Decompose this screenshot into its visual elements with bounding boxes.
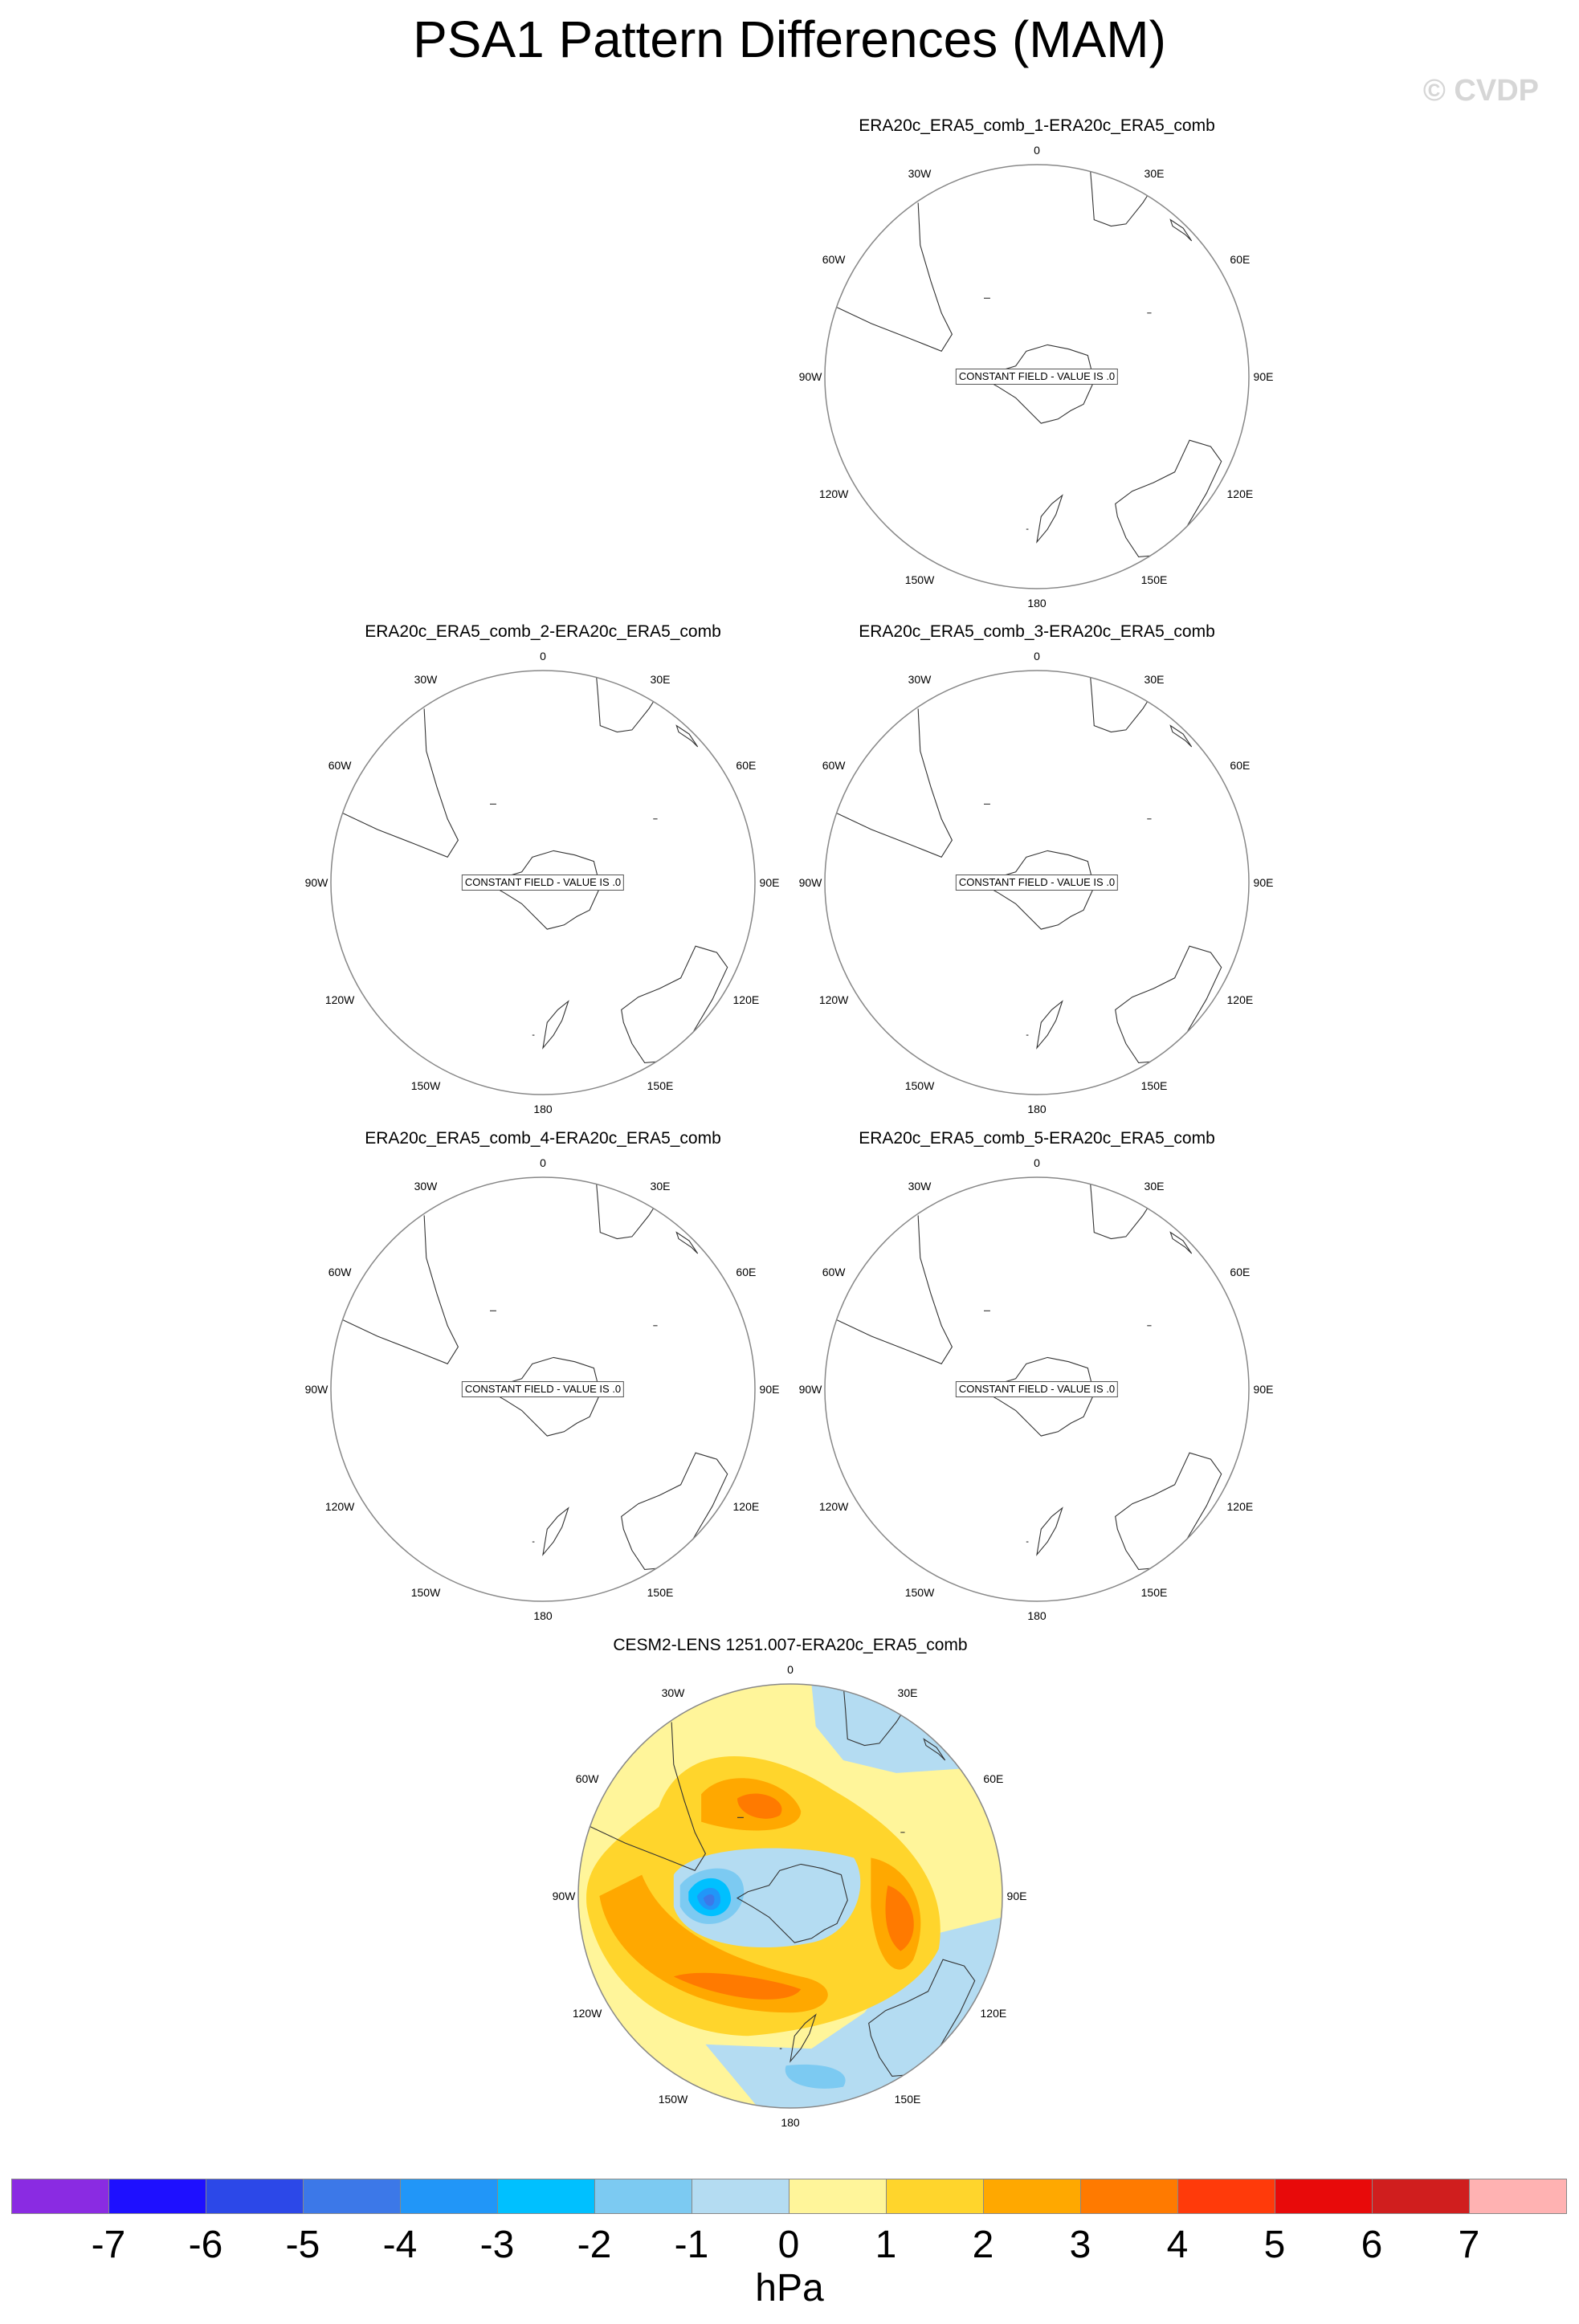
longitude-label: 150E <box>647 1078 674 1092</box>
panel-title-4: ERA20c_ERA5_comb_4-ERA20c_ERA5_comb <box>365 1129 721 1148</box>
longitude-label: 90E <box>759 876 780 889</box>
longitude-label: 60E <box>1230 1266 1251 1278</box>
longitude-label: 60W <box>822 1266 846 1278</box>
colorbar-cell <box>1080 2179 1178 2214</box>
colorbar-tick-label: -7 <box>91 2224 126 2266</box>
coastline-5 <box>543 1508 569 1555</box>
coastline-3 <box>1170 220 1191 241</box>
cvdp-watermark: © CVDP <box>1422 74 1539 108</box>
longitude-label: 0 <box>540 1156 546 1169</box>
colorbar-tick-label: 4 <box>1166 2224 1189 2266</box>
longitude-label: 90E <box>759 1383 780 1396</box>
longitude-label: 60E <box>983 1772 1004 1785</box>
coastline-5 <box>543 1001 569 1048</box>
colorbar-tick-label: -4 <box>382 2224 418 2266</box>
longitude-label: 120W <box>572 2007 602 2020</box>
longitude-label: 30E <box>897 1686 918 1700</box>
coastline-3 <box>1170 1233 1191 1254</box>
longitude-label: 120E <box>732 993 760 1006</box>
coastline-3 <box>676 1233 697 1254</box>
coastline-5 <box>1037 1508 1063 1555</box>
longitude-label: 150E <box>1140 1078 1168 1092</box>
longitude-label: 150E <box>647 1585 674 1599</box>
panel-title-6: CESM2-LENS 1251.007-ERA20c_ERA5_comb <box>613 1636 968 1654</box>
longitude-label: 60E <box>736 1266 757 1278</box>
coastline-1 <box>835 203 952 352</box>
coastline-1 <box>835 709 952 858</box>
longitude-label: 90W <box>798 876 822 889</box>
longitude-label: 120E <box>980 2007 1007 2020</box>
longitude-label: 0 <box>1034 1156 1040 1169</box>
colorbar-cell <box>1275 2179 1373 2214</box>
colorbar-tick-label: -3 <box>479 2224 515 2266</box>
colorbar-cell <box>789 2179 887 2214</box>
longitude-label: 30W <box>908 167 932 181</box>
colorbar-units: hPa <box>755 2267 824 2310</box>
longitude-label: 120W <box>818 993 849 1006</box>
longitude-label: 150W <box>904 573 935 586</box>
longitude-label: 30E <box>1144 167 1165 181</box>
polar-map-6 <box>577 1682 1004 2110</box>
coastline-3 <box>1170 726 1191 747</box>
longitude-label: 60E <box>1230 759 1251 772</box>
longitude-label: 150W <box>410 1078 441 1092</box>
panel-title-2: ERA20c_ERA5_comb_2-ERA20c_ERA5_comb <box>365 622 721 641</box>
colorbar-tick-label: 5 <box>1263 2224 1286 2266</box>
longitude-label: 0 <box>787 1663 794 1676</box>
colorbar-cell <box>594 2179 692 2214</box>
longitude-label: 120E <box>1226 1500 1254 1513</box>
colorbar-tick-label: 7 <box>1458 2224 1480 2266</box>
coastline-1 <box>341 709 458 858</box>
longitude-label: 60E <box>1230 253 1251 266</box>
longitude-label: 120E <box>1226 487 1254 500</box>
longitude-label: 120E <box>732 1500 760 1513</box>
longitude-label: 90W <box>304 876 328 889</box>
coastline-4 <box>1116 946 1222 1062</box>
constant-field-notice: CONSTANT FIELD - VALUE IS .0 <box>462 875 624 891</box>
constant-field-notice: CONSTANT FIELD - VALUE IS .0 <box>956 875 1118 891</box>
colorbar-cell <box>206 2179 304 2214</box>
longitude-label: 0 <box>1034 650 1040 663</box>
longitude-label: 180 <box>781 2116 800 2129</box>
longitude-label: 120W <box>818 487 849 500</box>
coastline-5 <box>1037 1001 1063 1048</box>
colorbar-tick-label: -2 <box>577 2224 612 2266</box>
colorbar-cell <box>886 2179 984 2214</box>
longitude-label: 90W <box>798 370 822 383</box>
longitude-label: 120E <box>1226 993 1254 1006</box>
colorbar-cell <box>108 2179 206 2214</box>
longitude-label: 30E <box>650 1180 671 1193</box>
colorbar <box>11 2179 1566 2216</box>
longitude-label: 90E <box>1253 370 1274 383</box>
longitude-label: 90W <box>304 1383 328 1396</box>
colorbar-cell <box>400 2179 498 2214</box>
constant-field-notice: CONSTANT FIELD - VALUE IS .0 <box>956 1381 1118 1397</box>
coastline-1 <box>835 1216 952 1364</box>
longitude-label: 150W <box>658 2092 688 2106</box>
longitude-label: 150W <box>904 1078 935 1092</box>
longitude-label: 90E <box>1006 1890 1027 1902</box>
colorbar-cell <box>1177 2179 1275 2214</box>
longitude-label: 180 <box>533 1103 553 1115</box>
longitude-label: 30E <box>1144 673 1165 687</box>
colorbar-cell <box>303 2179 401 2214</box>
colorbar-tick-label: -6 <box>188 2224 223 2266</box>
longitude-label: 120W <box>324 1500 355 1513</box>
longitude-label: 30W <box>414 673 438 687</box>
colorbar-cell <box>1372 2179 1470 2214</box>
colorbar-cell <box>983 2179 1081 2214</box>
longitude-label: 0 <box>540 650 546 663</box>
longitude-label: 30E <box>650 673 671 687</box>
longitude-label: 60W <box>328 759 352 772</box>
colorbar-tick-label: 2 <box>972 2224 994 2266</box>
figure-title: PSA1 Pattern Differences (MAM) <box>413 10 1166 68</box>
colorbar-tick-label: 1 <box>875 2224 897 2266</box>
coastline-1 <box>341 1216 458 1364</box>
longitude-label: 30W <box>908 673 932 687</box>
longitude-label: 30W <box>908 1180 932 1193</box>
longitude-label: 90E <box>1253 1383 1274 1396</box>
longitude-label: 60W <box>822 759 846 772</box>
panel-title-3: ERA20c_ERA5_comb_3-ERA20c_ERA5_comb <box>859 622 1215 641</box>
coastline-4 <box>1116 440 1222 557</box>
longitude-label: 150W <box>904 1585 935 1599</box>
longitude-label: 120W <box>324 993 355 1006</box>
longitude-label: 30W <box>414 1180 438 1193</box>
colorbar-tick-label: 0 <box>777 2224 800 2266</box>
longitude-label: 0 <box>1034 144 1040 157</box>
longitude-label: 30E <box>1144 1180 1165 1193</box>
longitude-label: 150E <box>1140 1585 1168 1599</box>
longitude-label: 90E <box>1253 876 1274 889</box>
longitude-label: 30W <box>661 1686 685 1700</box>
longitude-label: 60E <box>736 759 757 772</box>
longitude-label: 180 <box>1027 597 1047 610</box>
longitude-label: 60W <box>328 1266 352 1278</box>
colorbar-tick-label: -1 <box>674 2224 709 2266</box>
coastline-4 <box>622 1453 728 1569</box>
panel-title-5: ERA20c_ERA5_comb_5-ERA20c_ERA5_comb <box>859 1129 1215 1148</box>
coastline-4 <box>1116 1453 1222 1569</box>
constant-field-notice: CONSTANT FIELD - VALUE IS .0 <box>956 369 1118 385</box>
colorbar-tick-label: 6 <box>1361 2224 1383 2266</box>
longitude-label: 180 <box>533 1609 553 1622</box>
constant-field-notice: CONSTANT FIELD - VALUE IS .0 <box>462 1381 624 1397</box>
panel-title-1: ERA20c_ERA5_comb_1-ERA20c_ERA5_comb <box>859 116 1215 135</box>
coastline-4 <box>622 946 728 1062</box>
longitude-label: 150W <box>410 1585 441 1599</box>
coastline-5 <box>1037 495 1063 542</box>
longitude-label: 60W <box>822 253 846 266</box>
longitude-label: 180 <box>1027 1103 1047 1115</box>
longitude-label: 150E <box>894 2092 921 2106</box>
longitude-label: 150E <box>1140 573 1168 586</box>
longitude-label: 90W <box>798 1383 822 1396</box>
colorbar-cell <box>497 2179 595 2214</box>
longitude-label: 60W <box>575 1772 599 1785</box>
colorbar-cell <box>692 2179 790 2214</box>
colorbar-cell <box>1469 2179 1567 2214</box>
longitude-label: 120W <box>818 1500 849 1513</box>
coastline-3 <box>676 726 697 747</box>
colorbar-tick-label: -5 <box>285 2224 320 2266</box>
colorbar-tick-label: 3 <box>1069 2224 1091 2266</box>
longitude-label: 180 <box>1027 1609 1047 1622</box>
colorbar-cell <box>11 2179 109 2214</box>
longitude-label: 90W <box>552 1890 576 1902</box>
